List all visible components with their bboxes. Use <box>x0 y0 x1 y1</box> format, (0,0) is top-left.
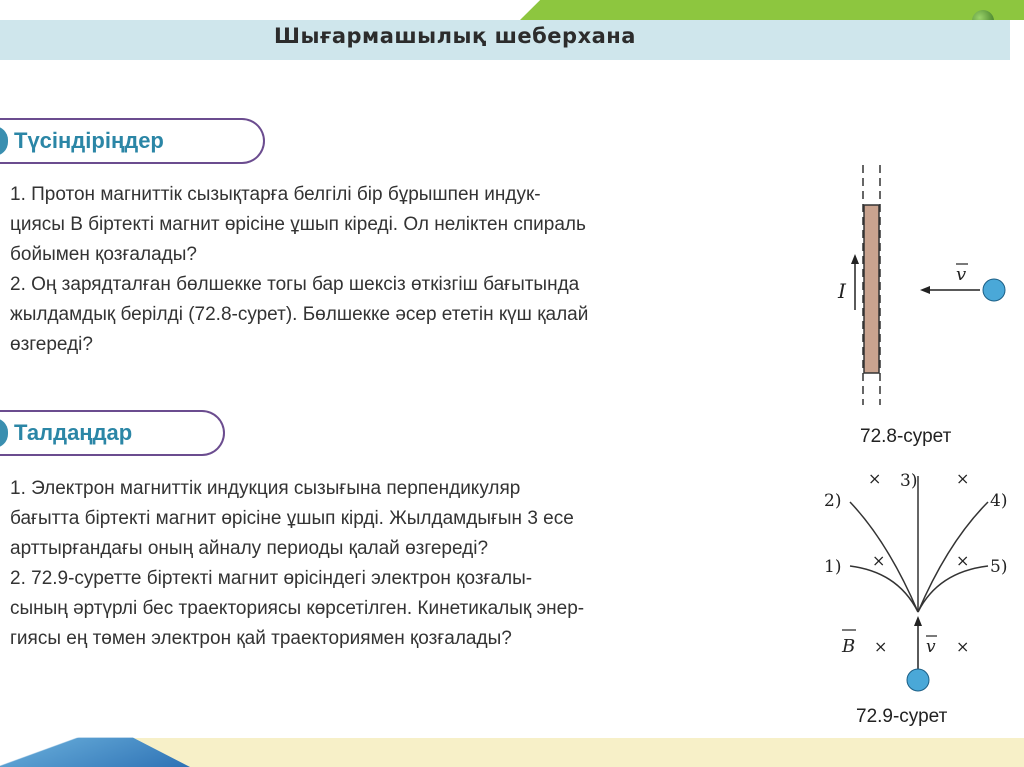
text-line: 2. 72.9-суретте біртекті магнит өрісіндегі электрон қозғалы- <box>10 568 533 589</box>
electron <box>907 669 929 691</box>
text-line: 2. Оң зарядталған бөлшекке тогы бар шексіз өткізгіш бағытында <box>10 274 580 295</box>
field-cross: × <box>872 551 886 570</box>
text-line: арттырғандағы оның айналу периоды қалай өзгереді? <box>10 538 489 559</box>
text-line: сының әртүрлі бес траекториясы көрсетілген. Кинетикалық энер- <box>10 598 585 619</box>
trajectory-label: 5) <box>990 557 1008 577</box>
velocity-label: v <box>956 264 967 285</box>
figure-trajectories-diagram <box>820 462 1020 702</box>
field-cross: × <box>956 469 970 488</box>
current-wire <box>864 205 879 373</box>
text-line: өзгереді? <box>10 334 93 355</box>
velocity-arrow-head <box>920 286 930 294</box>
top-accent-bar <box>520 0 1024 20</box>
section-heading-explain: Түсіндіріңдер <box>14 128 164 153</box>
text-line: 1. Электрон магниттік индукция сызығына перпендикуляр <box>10 478 521 499</box>
figure-caption: 72.8-сурет <box>860 426 952 447</box>
page-title: Шығармашылық шеберхана <box>274 24 636 48</box>
velocity-arrow-head <box>914 616 922 626</box>
velocity-label: v <box>926 637 936 657</box>
section2-text <box>10 474 800 654</box>
field-cross: × <box>956 637 970 656</box>
text-line: жылдамдық берілді (72.8-сурет). Бөлшекке әсер ететін күш қалай <box>10 304 589 325</box>
section-heading-analyze: Талдаңдар <box>14 420 133 445</box>
text-line: 1. Протон магниттік сызықтарға белгілі бір бұрышпен индук- <box>10 184 541 205</box>
trajectory-label: 4) <box>990 491 1008 511</box>
field-cross: × <box>956 551 970 570</box>
figure-wire-diagram <box>830 160 1020 410</box>
current-arrow-head <box>851 254 859 264</box>
text-line: бойымен қозғалады? <box>10 244 197 265</box>
trajectory-label: 1) <box>824 557 842 577</box>
current-label: I <box>838 279 846 303</box>
section1-text <box>10 180 800 360</box>
trajectory-label: 2) <box>824 491 842 511</box>
field-label: B <box>842 636 856 657</box>
field-cross: × <box>868 469 882 488</box>
text-line: гиясы ең төмен электрон қай траекториямен қозғалады? <box>10 628 512 649</box>
text-line: циясы В біртекті магнит өрісіне ұшып кіреді. Ол неліктен спираль <box>10 214 586 235</box>
field-cross: × <box>874 637 888 656</box>
trajectory-label: 3) <box>900 471 918 491</box>
text-line: бағытта біртекті магнит өрісіне ұшып кірді. Жылдамдығын 3 есе <box>10 508 574 529</box>
charged-particle <box>983 279 1005 301</box>
figure-caption: 72.9-сурет <box>856 706 948 727</box>
